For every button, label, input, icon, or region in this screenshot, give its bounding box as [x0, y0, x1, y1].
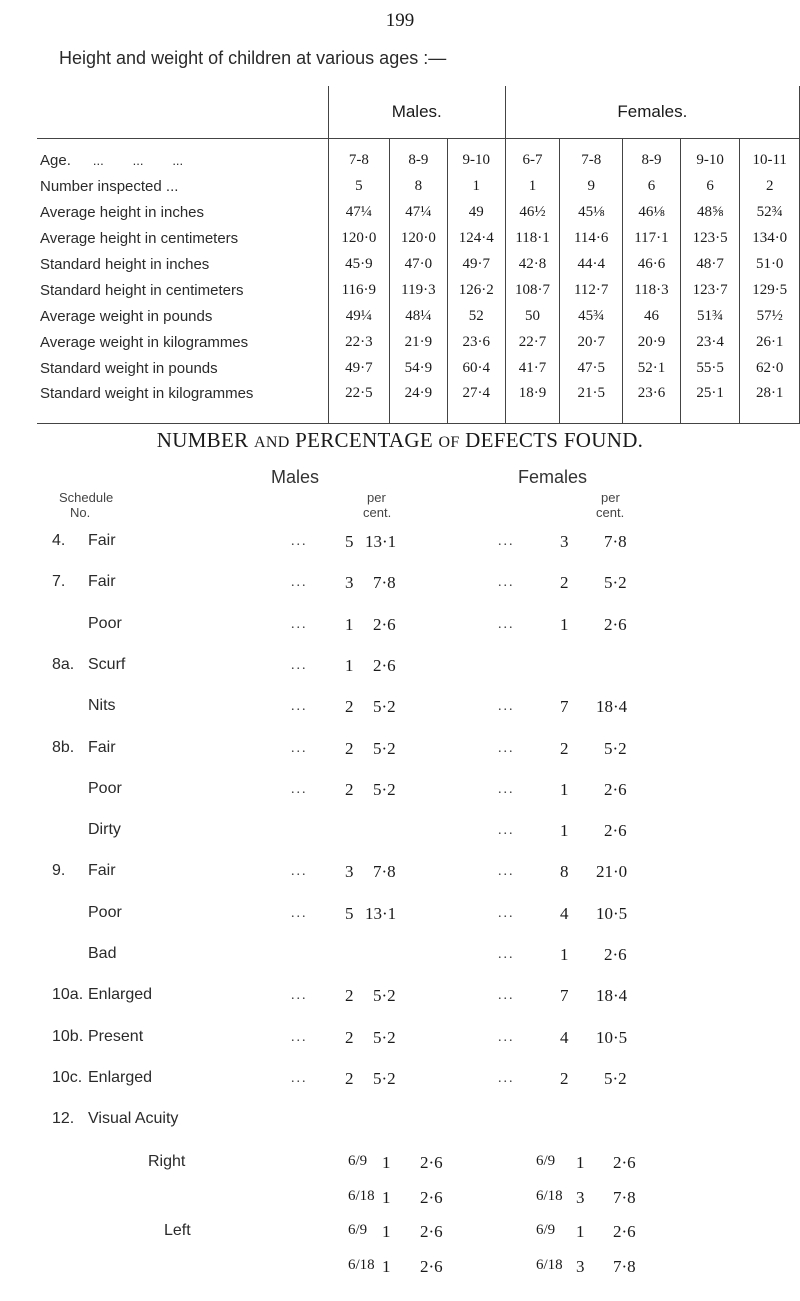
schedule-header: Schedule — [59, 490, 114, 505]
schedule-no-header: No. — [70, 505, 91, 520]
table-cell: 124·4 — [447, 225, 505, 251]
table-cell: 108·7 — [505, 277, 560, 303]
table-cell: 20·7 — [560, 329, 623, 355]
visual-acuity-side: Left — [164, 1222, 191, 1239]
schedule-number: 9. — [52, 862, 66, 880]
males-percent: 2·6 — [420, 1257, 443, 1276]
table-cell: 18·9 — [505, 381, 560, 424]
leader-dots: ... — [291, 1029, 308, 1045]
females-count: 3 — [560, 532, 569, 551]
females-count: 1 — [560, 779, 569, 799]
table-row — [37, 199, 800, 225]
table-cell: 46 — [623, 303, 681, 329]
males-percent: 13·1 — [365, 903, 397, 923]
table-cell: 62·0 — [740, 355, 800, 381]
males-per-header: per — [367, 490, 386, 505]
females-percent: 10·5 — [596, 903, 628, 923]
males-count: 1 — [382, 1153, 391, 1172]
table-caption: Height and weight of children at various ages :— — [59, 48, 447, 68]
leader-dots: ... — [498, 905, 515, 921]
row-label: Average weight in kilogrammes — [40, 333, 249, 351]
schedule-number: 4. — [52, 532, 66, 549]
females-percent: 18·4 — [596, 697, 628, 717]
males-count: 5 — [345, 903, 354, 923]
males-percent: 2·6 — [373, 655, 396, 675]
defect-label: Fair — [88, 862, 116, 880]
males-percent: 5·2 — [373, 779, 396, 799]
table-row — [37, 355, 800, 381]
males-count: 3 — [345, 573, 354, 593]
females-count: 1 — [560, 821, 569, 841]
table-cell: 26·1 — [740, 329, 800, 355]
table-cell: 48¼ — [389, 303, 447, 329]
leader-dots: ... — [291, 864, 308, 880]
row-label: Average height in inches — [40, 203, 205, 221]
table-cell: 118·1 — [505, 225, 560, 251]
table-row — [37, 225, 800, 251]
table-row — [37, 303, 800, 329]
page-number: 199 — [385, 10, 415, 31]
males-acuity-ratio: 6/18 — [348, 1188, 375, 1204]
leader-dots: ... ... ... — [92, 152, 184, 168]
table-cell: 134·0 — [740, 225, 800, 251]
row-label: Standard height in inches — [40, 255, 210, 273]
females-percent: 2·6 — [613, 1153, 636, 1172]
table-cell: 48·7 — [680, 251, 740, 277]
section-title: NUMBER AND PERCENTAGE OF DEFECTS FOUND. — [156, 428, 644, 452]
table-cell: 21·9 — [389, 329, 447, 355]
leader-dots: ... — [291, 988, 308, 1004]
table-cell: 6-7 — [505, 139, 560, 174]
defect-label: Scurf — [88, 655, 126, 673]
table-cell: 116·9 — [328, 277, 389, 303]
table-cell: 9-10 — [447, 139, 505, 174]
table-cell: 9 — [560, 173, 623, 199]
table-cell: 23·6 — [447, 329, 505, 355]
schedule-number: 8b. — [52, 738, 75, 756]
males-percent: 5·2 — [373, 1068, 396, 1088]
table-cell: 48⅝ — [680, 199, 740, 225]
table-cell: 10-11 — [740, 139, 800, 174]
females-count: 8 — [560, 862, 569, 882]
females-cent-header: cent. — [596, 505, 625, 520]
table-cell: 120·0 — [328, 225, 389, 251]
males-percent: 5·2 — [373, 738, 396, 758]
females-count: 1 — [576, 1153, 585, 1172]
table-cell: 57½ — [740, 303, 800, 329]
males-count: 1 — [345, 655, 354, 675]
table-cell: 8-9 — [389, 139, 447, 174]
females-acuity-ratio: 6/18 — [536, 1188, 563, 1204]
table-cell: 45·9 — [328, 251, 389, 277]
leader-dots: ... — [291, 740, 308, 756]
table-cell: 6 — [680, 173, 740, 199]
table-row — [37, 139, 800, 174]
leader-dots: ... — [498, 947, 515, 962]
females-count: 1 — [576, 1222, 585, 1241]
row-label: Number inspected ... — [40, 177, 179, 195]
table-cell: 42·8 — [505, 251, 560, 277]
row-label: Age. ... ... ... — [40, 151, 184, 169]
table-cell: 6 — [623, 173, 681, 199]
males-group-header: Males. — [328, 86, 505, 139]
defect-label: Poor — [88, 779, 122, 797]
table-cell: 27·4 — [447, 381, 505, 424]
table-cell: 47¼ — [328, 199, 389, 225]
table-group-header — [37, 86, 800, 139]
males-count: 2 — [345, 697, 354, 717]
table-cell: 123·5 — [680, 225, 740, 251]
schedule-number: 7. — [52, 573, 66, 591]
females-percent: 2·6 — [604, 779, 627, 799]
females-count: 7 — [560, 697, 569, 717]
females-count: 1 — [560, 614, 569, 634]
leader-dots: ... — [291, 1070, 308, 1086]
females-percent: 7·8 — [613, 1188, 636, 1207]
females-percent: 10·5 — [596, 1027, 628, 1047]
table-cell: 44·4 — [560, 251, 623, 277]
table-cell: 7-8 — [560, 139, 623, 174]
table-cell: 22·5 — [328, 381, 389, 424]
defect-label: Visual Acuity — [88, 1110, 179, 1128]
males-cent-header: cent. — [363, 505, 392, 520]
table-cell: 117·1 — [623, 225, 681, 251]
table-cell: 46½ — [505, 199, 560, 225]
males-count: 1 — [382, 1222, 391, 1241]
defect-label: Present — [88, 1027, 144, 1045]
males-percent: 7·8 — [373, 862, 396, 882]
leader-dots: ... — [498, 1070, 515, 1086]
males-percent: 13·1 — [365, 532, 397, 551]
defect-label: Nits — [88, 697, 116, 715]
table-cell: 9-10 — [680, 139, 740, 174]
table-cell: 47·5 — [560, 355, 623, 381]
table-row — [37, 277, 800, 303]
leader-dots: ... — [498, 1029, 515, 1045]
leader-dots: ... — [498, 781, 515, 797]
table-cell: 8 — [389, 173, 447, 199]
row-label: Standard weight in kilogrammes — [37, 381, 328, 424]
females-count: 2 — [560, 573, 569, 593]
females-acuity-ratio: 6/9 — [536, 1222, 556, 1238]
males-acuity-ratio: 6/9 — [348, 1222, 368, 1238]
females-percent: 21·0 — [596, 862, 628, 882]
males-percent: 5·2 — [373, 986, 396, 1006]
females-percent: 7·8 — [613, 1257, 636, 1276]
leader-dots: ... — [291, 699, 308, 715]
females-percent: 2·6 — [604, 945, 627, 964]
table-cell: 21·5 — [560, 381, 623, 424]
males-count: 2 — [345, 1027, 354, 1047]
table-cell: 46·6 — [623, 251, 681, 277]
females-percent: 2·6 — [604, 821, 627, 841]
females-percent: 5·2 — [604, 1068, 627, 1088]
males-count: 1 — [345, 614, 354, 634]
females-count: 3 — [576, 1257, 585, 1276]
table-cell: 20·9 — [623, 329, 681, 355]
females-count: 1 — [560, 945, 569, 964]
females-count: 4 — [560, 903, 569, 923]
leader-dots: ... — [291, 534, 308, 549]
table-row — [37, 381, 800, 424]
leader-dots: ... — [498, 988, 515, 1004]
females-count: 2 — [560, 1068, 569, 1088]
table-cell: 114·6 — [560, 225, 623, 251]
schedule-number: 10c. — [52, 1068, 83, 1086]
table-cell: 7-8 — [328, 139, 389, 174]
table-cell: 120·0 — [389, 225, 447, 251]
leader-dots: ... — [498, 534, 515, 549]
leader-dots: ... — [498, 575, 515, 591]
females-count: 7 — [560, 986, 569, 1006]
leader-dots: ... — [291, 575, 308, 591]
leader-dots: ... — [291, 657, 308, 673]
males-acuity-ratio: 6/18 — [348, 1257, 375, 1273]
defect-label: Poor — [88, 903, 122, 921]
table-cell: 45⅛ — [560, 199, 623, 225]
males-count: 2 — [345, 986, 354, 1006]
table-cell: 49·7 — [447, 251, 505, 277]
males-percent: 2·6 — [420, 1222, 443, 1241]
males-header: Males — [271, 467, 320, 487]
leader-dots: ... — [291, 905, 308, 921]
defect-label: Enlarged — [88, 1068, 153, 1086]
defect-label: Bad — [88, 945, 117, 962]
table-cell: 55·5 — [680, 355, 740, 381]
defect-label: Fair — [88, 573, 116, 591]
row-label: Standard weight in pounds — [40, 359, 218, 377]
schedule-number: 8a. — [52, 655, 75, 673]
females-header: Females — [518, 467, 588, 487]
males-acuity-ratio: 6/9 — [348, 1153, 368, 1169]
table-cell: 123·7 — [680, 277, 740, 303]
row-label: Average height in centimeters — [40, 229, 239, 247]
females-percent: 7·8 — [604, 532, 627, 551]
table-cell: 5 — [328, 173, 389, 199]
females-count: 4 — [560, 1027, 569, 1047]
defect-label: Enlarged — [88, 986, 153, 1004]
leader-dots: ... — [291, 781, 308, 797]
leader-dots: ... — [498, 740, 515, 756]
females-percent: 18·4 — [596, 986, 628, 1006]
table-cell: 126·2 — [447, 277, 505, 303]
table-cell: 60·4 — [447, 355, 505, 381]
table-cell: 51¾ — [680, 303, 740, 329]
table-cell: 25·1 — [680, 381, 740, 424]
defect-label: Poor — [88, 614, 122, 632]
females-percent: 5·2 — [604, 573, 627, 593]
males-percent: 2·6 — [373, 614, 396, 634]
leader-dots: ... — [291, 616, 308, 632]
schedule-number: 10b. — [52, 1027, 84, 1045]
females-count: 3 — [576, 1188, 585, 1207]
table-row — [37, 329, 800, 355]
males-percent: 5·2 — [373, 1027, 396, 1047]
table-cell: 129·5 — [740, 277, 800, 303]
females-acuity-ratio: 6/18 — [536, 1257, 563, 1273]
leader-dots: ... — [498, 616, 515, 632]
table-cell: 2 — [740, 173, 800, 199]
table-cell: 52 — [447, 303, 505, 329]
row-label: Standard height in centimeters — [40, 281, 244, 299]
males-count: 5 — [345, 532, 354, 551]
table-cell: 28·1 — [740, 381, 800, 424]
defect-label: Fair — [88, 532, 116, 549]
leader-dots: ... — [498, 823, 515, 839]
table-row — [37, 173, 800, 199]
table-cell: 52·1 — [623, 355, 681, 381]
females-count: 2 — [560, 738, 569, 758]
males-count: 2 — [345, 1068, 354, 1088]
schedule-number: 10a. — [52, 986, 84, 1004]
females-per-header: per — [601, 490, 620, 505]
table-cell: 23·4 — [680, 329, 740, 355]
table-cell: 49·7 — [328, 355, 389, 381]
table-cell: 47·0 — [389, 251, 447, 277]
table-cell: 52¾ — [740, 199, 800, 225]
table-cell: 51·0 — [740, 251, 800, 277]
table-cell: 47¼ — [389, 199, 447, 225]
table-cell: 1 — [505, 173, 560, 199]
table-cell: 24·9 — [389, 381, 447, 424]
table-cell: 45¾ — [560, 303, 623, 329]
females-percent: 2·6 — [613, 1222, 636, 1241]
leader-dots: ... — [498, 864, 515, 880]
table-cell: 1 — [447, 173, 505, 199]
defect-label: Fair — [88, 738, 116, 756]
table-cell: 8-9 — [623, 139, 681, 174]
males-percent: 7·8 — [373, 573, 396, 593]
table-cell: 49¼ — [328, 303, 389, 329]
table-cell: 112·7 — [560, 277, 623, 303]
table-cell: 118·3 — [623, 277, 681, 303]
males-percent: 2·6 — [420, 1153, 443, 1172]
males-percent: 2·6 — [420, 1188, 443, 1207]
females-percent: 2·6 — [604, 614, 627, 634]
males-count: 1 — [382, 1188, 391, 1207]
males-count: 3 — [345, 862, 354, 882]
row-label: Average weight in pounds — [40, 307, 213, 325]
females-group-header: Females. — [505, 86, 799, 139]
visual-acuity-side: Right — [148, 1153, 186, 1170]
table-cell: 119·3 — [389, 277, 447, 303]
males-percent: 5·2 — [373, 697, 396, 717]
table-row — [37, 251, 800, 277]
defect-label: Dirty — [88, 821, 121, 839]
schedule-number: 12. — [52, 1110, 75, 1128]
table-cell: 46⅛ — [623, 199, 681, 225]
table-cell: 49 — [447, 199, 505, 225]
females-percent: 5·2 — [604, 738, 627, 758]
table-cell: 54·9 — [389, 355, 447, 381]
height-weight-table — [37, 86, 800, 424]
table-cell: 22·7 — [505, 329, 560, 355]
table-cell: 50 — [505, 303, 560, 329]
leader-dots: ... — [498, 699, 515, 715]
table-cell: 22·3 — [328, 329, 389, 355]
females-acuity-ratio: 6/9 — [536, 1153, 556, 1169]
table-cell: 41·7 — [505, 355, 560, 381]
males-count: 2 — [345, 779, 354, 799]
table-cell: 23·6 — [623, 381, 681, 424]
males-count: 1 — [382, 1257, 391, 1276]
males-count: 2 — [345, 738, 354, 758]
